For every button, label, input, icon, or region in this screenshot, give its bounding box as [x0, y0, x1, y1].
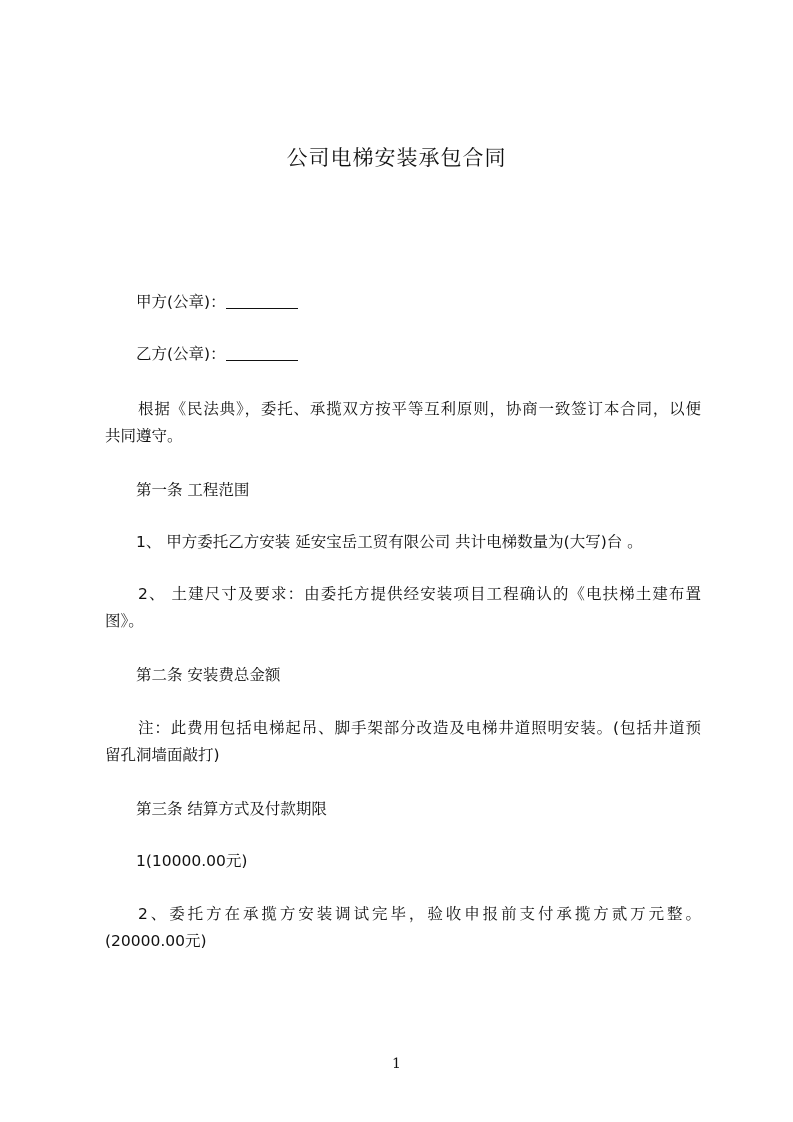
- article3-heading: 第三条 结算方式及付款期限: [136, 800, 327, 818]
- article3-item2-line1: 2、委托方在承揽方安装调试完毕，验收申报前支付承揽方贰万元整。: [138, 905, 701, 923]
- article1-item1: 1、 甲方委托乙方安装 延安宝岳工贸有限公司 共计电梯数量为(大写)台 。: [136, 533, 643, 551]
- party-a-blank: [226, 292, 298, 309]
- intro-paragraph-line2: 共同遵守。: [105, 427, 183, 445]
- article1-item2-line2: 图》。: [105, 612, 144, 630]
- article2-note-line1: 注：此费用包括电梯起吊、脚手架部分改造及电梯井道照明安装。(包括井道预: [138, 719, 701, 737]
- article3-item2-line2: (20000.00元): [105, 932, 207, 950]
- article2-heading: 第二条 安装费总金额: [136, 666, 281, 684]
- party-a-line: [136, 289, 701, 315]
- document-title: 公司电梯安装承包合同: [286, 146, 507, 170]
- article1-item2-line1: 2、 土建尺寸及要求：由委托方提供经安装项目工程确认的《电扶梯土建布置: [138, 585, 701, 603]
- party-b-blank: [226, 344, 298, 361]
- party-b-label: 乙方(公章)：: [136, 345, 226, 363]
- article3-item1: 1(10000.00元): [136, 852, 248, 870]
- party-a-label: 甲方(公章)：: [136, 293, 226, 311]
- page-number: 1: [392, 1056, 401, 1072]
- party-b-line: [136, 341, 701, 367]
- intro-paragraph-line1: 根据《民法典》，委托、承揽双方按平等互利原则，协商一致签订本合同，以便: [138, 400, 701, 418]
- article1-heading: 第一条 工程范围: [136, 481, 250, 499]
- article2-note-line2: 留孔洞墙面敲打): [105, 746, 220, 764]
